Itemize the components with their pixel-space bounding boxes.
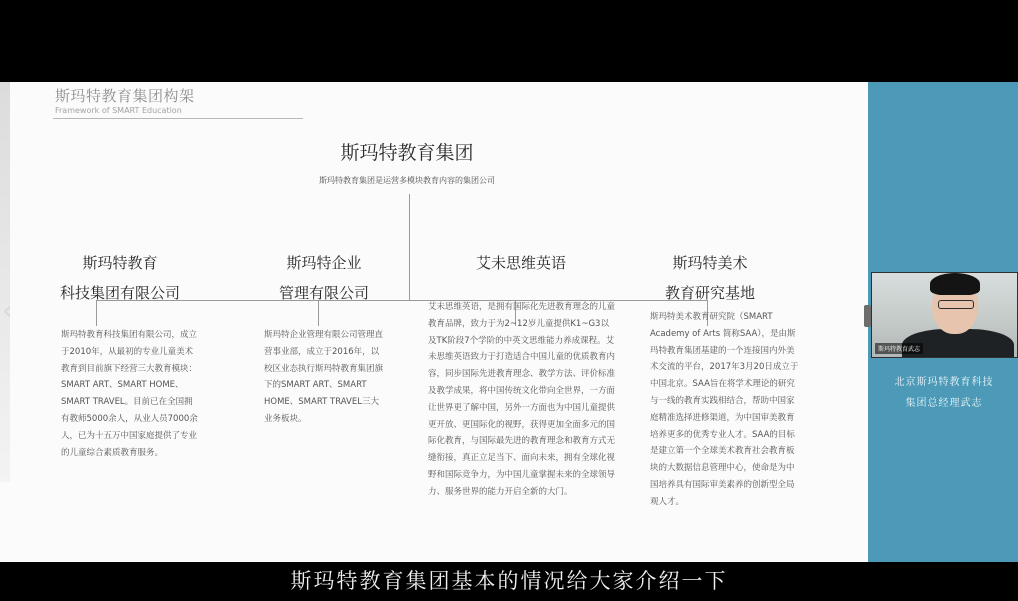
org-node-description: 斯玛特教育科技集团有限公司，成立于2010年，从最初的专业儿童美术教育到目前旗下经营三大教育模块：SMART ART、SMART HOME、SMART TRAVEL。目前已在全国拥有教师5000余人，从业人员7000余人，已为十五万中国家庭提供了专业的儿童综合素质教育服务。 — [61, 330, 198, 458]
speaker-caption: 北京斯玛特教育科技 集团总经理武志 — [894, 377, 994, 409]
org-node-description: 斯玛特美术教育研究院（SMART Academy of Arts 简称SAA），是由斯玛特教育集团基建的一个连接国内外美术交流的平台，2017年3月20日成立于中国北京。SAA旨在将学术理论的研究与一线的教育实践相结合，帮助中国家庭精准选择进修渠道，为中国审美教育培养更多的优秀专业人才。SAA的目标是建立第一个全球美术教育社会教育板块的大数据信息管理中心，使命是为中国培养具有国际审美素养的创新型全局观人才。 — [650, 312, 799, 507]
slide-header-rule — [53, 118, 303, 119]
webcam-name-tag: 斯玛特教育武志 — [875, 343, 923, 354]
speaker-webcam-feed — [871, 272, 1018, 358]
slide-canvas — [0, 82, 868, 562]
org-node-title: 艾未思维英语 — [475, 254, 566, 272]
slide-header-title: 斯玛特教育集团构架 — [55, 87, 195, 105]
org-node-description: 斯玛特企业管理有限公司管理直营事业部，成立于2016年，以校区业态执行斯玛特教育集团旗下的SMART ART、SMART HOME、SMART TRAVEL三大业务板块。 — [264, 330, 384, 424]
connector-root-stem — [409, 194, 410, 300]
slide-header-subtitle: Framework of SMART Education — [55, 106, 182, 115]
org-node-title: 斯玛特美术 教育研究基地 — [664, 254, 755, 302]
org-root-title: 斯玛特教育集团 — [340, 142, 474, 164]
panel-resize-handle[interactable] — [864, 305, 871, 327]
org-root-description: 斯玛特教育集团是运营多模块教育内容的集团公司 — [319, 176, 495, 185]
org-node-title: 斯玛特企业 管理有限公司 — [278, 254, 369, 302]
org-node-description: 艾未思维英语，是拥有国际化先进教育理念的儿童教育品牌，致力于为2~12岁儿童提供K1~G3以及TK阶段7个学阶的中英文思维能力养成课程。艾未思维英语致力于打造适合中国儿童的优质教育内容，同步国际先进教育理念、教学方法、评价标准及教学成果，将中国传统文化带向全世界，一方面让世界更了解中国，另外一方面也为中国儿童提供更开放、更国际化的视野，获得更加全面多元的国际化教育，与国际最先进的教育理念和教育方式无缝衔接，真正立足当下、面向未来，拥有全球化视野和国际竞争力，为中国儿童掌握未来的全球领导力、服务世界的能力开启全新的大门。 — [428, 302, 616, 497]
speaker-glasses — [938, 300, 974, 309]
org-node-title: 斯玛特教育 科技集团有限公司 — [59, 254, 180, 302]
video-subtitle: 斯玛特教育集团基本的情况给大家介绍一下 — [290, 569, 728, 593]
video-top-letterbox — [0, 0, 1018, 82]
prev-slide-icon[interactable]: ‹ — [2, 296, 13, 326]
speaker-hair — [930, 273, 980, 295]
